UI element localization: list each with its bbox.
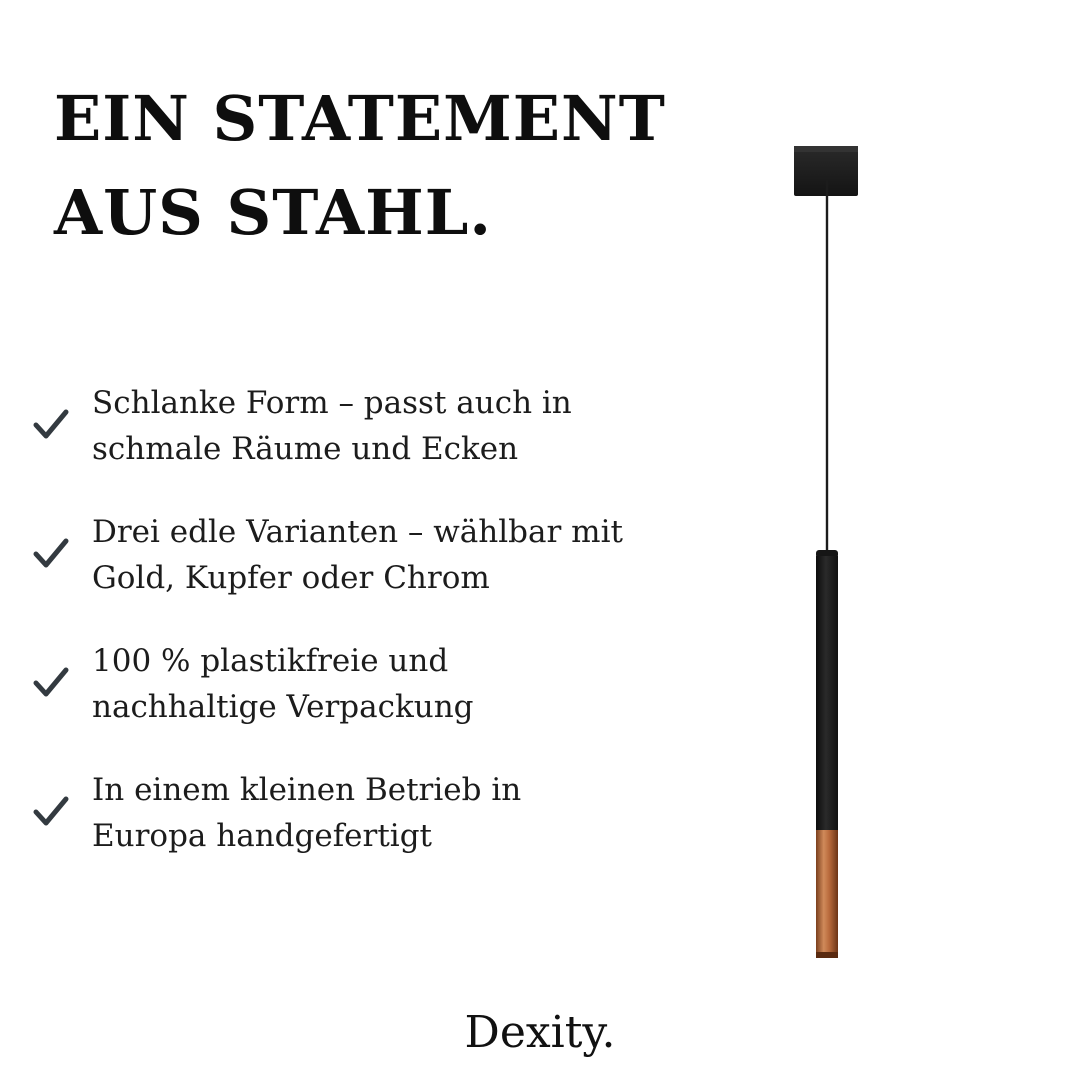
feature-text <box>92 767 692 859</box>
feature-text <box>92 638 692 730</box>
feature-text-line-1: In einem kleinen Betrieb in <box>92 772 522 808</box>
feature-text-line-1: Drei edle Varianten – wählbar mit <box>92 514 623 550</box>
feature-text-line-2: Europa handgefertigt <box>92 818 433 854</box>
feature-text <box>92 380 692 472</box>
feature-text-line-2: Gold, Kupfer oder Chrom <box>92 560 490 596</box>
feature-text-line-1: Schlanke Form – passt auch in <box>92 385 572 421</box>
checkmark-icon <box>32 792 70 830</box>
feature-text-line-2: schmale Räume und Ecken <box>92 431 519 467</box>
checkmark-icon <box>32 534 70 572</box>
checkmark-icon <box>32 405 70 443</box>
lamp-tube-black <box>816 556 838 830</box>
feature-item <box>0 380 700 480</box>
feature-item <box>0 509 700 609</box>
brand-logo: Dexity. <box>464 1007 616 1058</box>
headline <box>54 72 694 260</box>
headline-line-1: EIN STATEMENT <box>54 82 666 155</box>
pendant-lamp-image <box>780 140 880 970</box>
lamp-tube-copper <box>816 830 838 958</box>
feature-text-line-1: 100 % plastikfreie und <box>92 643 449 679</box>
feature-item <box>0 767 700 867</box>
feature-text <box>92 509 692 601</box>
feature-item <box>0 638 700 738</box>
feature-text-line-2: nachhaltige Verpackung <box>92 689 474 725</box>
headline-line-2: AUS STAHL. <box>54 176 492 249</box>
checkmark-icon <box>32 663 70 701</box>
